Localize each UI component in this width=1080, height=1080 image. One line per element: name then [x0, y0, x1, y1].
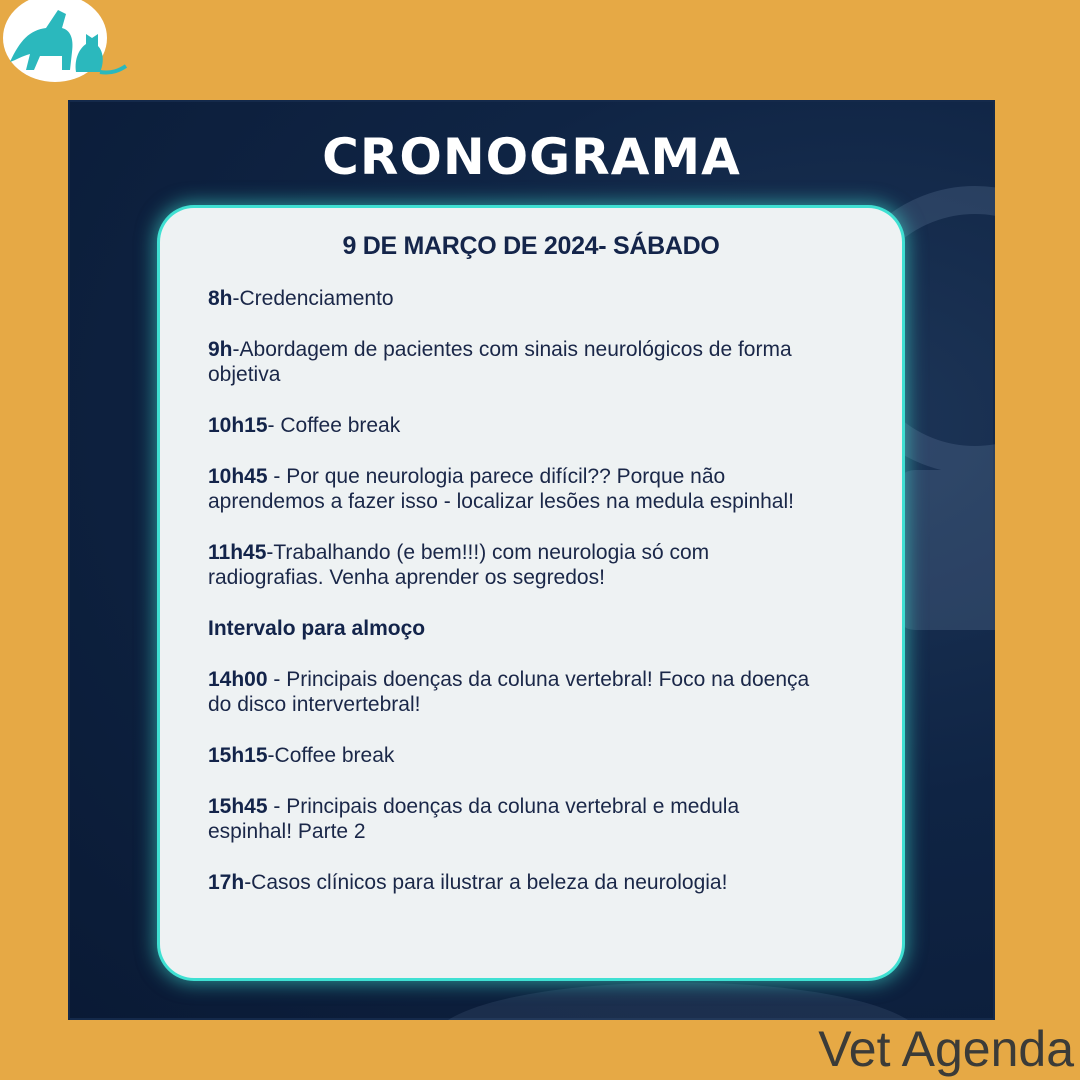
item-time: 10h45 — [208, 465, 268, 488]
item-time: 11h45 — [208, 541, 267, 564]
item-text: -Abordagem de pacientes com sinais neurológicos de forma objetiva — [208, 338, 792, 386]
schedule-item — [208, 464, 828, 514]
logo — [0, 0, 130, 90]
item-text: - Principais doenças da coluna vertebral! Foco na doença do disco intervertebral! — [208, 668, 810, 716]
event-date: 9 DE MARÇO DE 2024- SÁBADO — [342, 232, 720, 260]
schedule-list — [208, 286, 828, 921]
dog-and-cat-icon — [0, 0, 130, 90]
schedule-item — [208, 667, 828, 717]
schedule-panel — [68, 100, 995, 1020]
item-time: Intervalo para almoço — [208, 617, 426, 640]
item-text: -Coffee break — [267, 744, 395, 767]
page-title: CRONOGRAMA — [322, 128, 741, 186]
item-text: - Principais doenças da coluna vertebral e medula espinhal! Parte 2 — [208, 795, 740, 843]
schedule-item — [208, 743, 828, 768]
schedule-item — [208, 413, 828, 438]
item-text: - Por que neurologia parece difícil?? Porque não aprendemos a fazer isso - localizar lesões na medula espinhal! — [208, 465, 794, 513]
item-text: -Trabalhando (e bem!!!) com neurologia só com radiografias. Venha aprender os segredos! — [208, 541, 710, 589]
item-time: 10h15 — [208, 414, 268, 437]
schedule-item — [208, 540, 828, 590]
item-time: 14h00 — [208, 668, 268, 691]
item-text: -Credenciamento — [232, 287, 394, 310]
schedule-card — [160, 208, 902, 978]
item-text: -Casos clínicos para ilustrar a beleza da neurologia! — [244, 871, 728, 894]
schedule-item — [208, 337, 828, 387]
item-time: 15h15 — [208, 744, 268, 767]
schedule-item — [208, 286, 828, 311]
footer-brand: Vet Agenda — [818, 1021, 1074, 1077]
schedule-item — [208, 794, 828, 844]
item-time: 15h45 — [208, 795, 268, 818]
schedule-item — [208, 870, 828, 895]
item-time: 17h — [208, 871, 245, 894]
item-time: 9h — [208, 338, 233, 361]
item-text: - Coffee break — [267, 414, 401, 437]
item-time: 8h — [208, 287, 233, 310]
schedule-item — [208, 616, 828, 641]
